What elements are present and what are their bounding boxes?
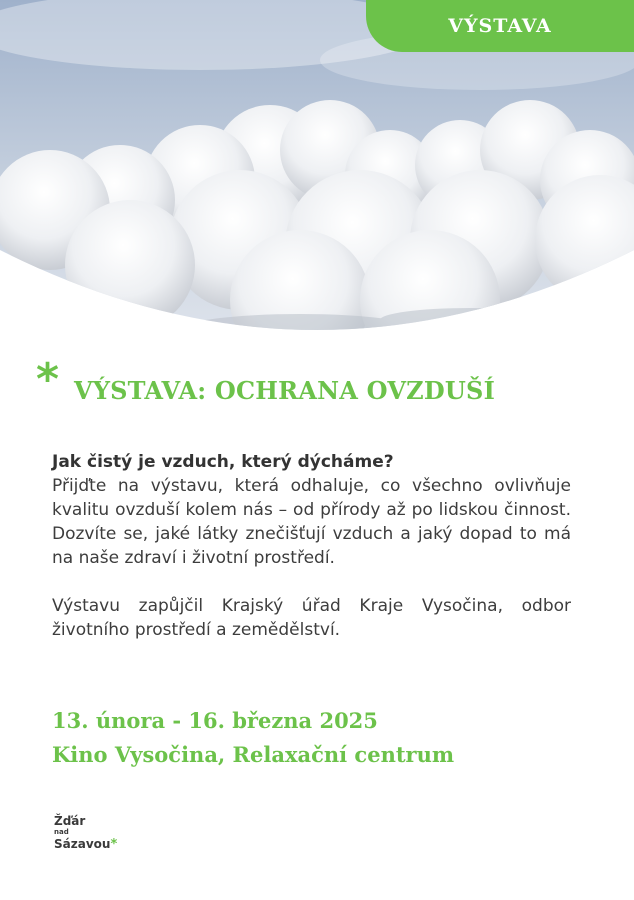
town-logo — [54, 815, 154, 852]
event-place: Kino Vysočina, Relaxační centrum — [52, 742, 455, 767]
credits-text: Výstavu zapůjčil Krajský úřad Kraje Vysočina, odbor životního prostředí a zemědělství. — [52, 596, 571, 640]
title-row — [36, 354, 616, 412]
event-title: VÝSTAVA: OCHRANA OVZDUŠÍ — [74, 376, 495, 405]
logo-line-1: Žďár — [54, 814, 86, 828]
description-text: Přijďte na výstavu, která odhaluje, co všechno ovlivňuje kvalitu ovzduší kolem nás – od přírody až po lidskou činnost. Dozvíte se, jaké látky znečišťují vzduch a jaký dopad to má na naše zdraví i životní prostředí. — [52, 476, 571, 568]
category-tag-label: VÝSTAVA — [448, 15, 552, 37]
lead-question: Jak čistý je vzduch, který dýcháme? — [52, 452, 394, 472]
logo-line-2: nad — [54, 828, 69, 836]
logo-star-icon: * — [110, 837, 118, 852]
event-description — [52, 450, 571, 642]
event-date: 13. února - 16. března 2025 — [52, 708, 378, 733]
logo-line-3: Sázavou — [54, 837, 111, 851]
star-icon: * — [36, 354, 60, 405]
category-tag — [366, 0, 634, 52]
